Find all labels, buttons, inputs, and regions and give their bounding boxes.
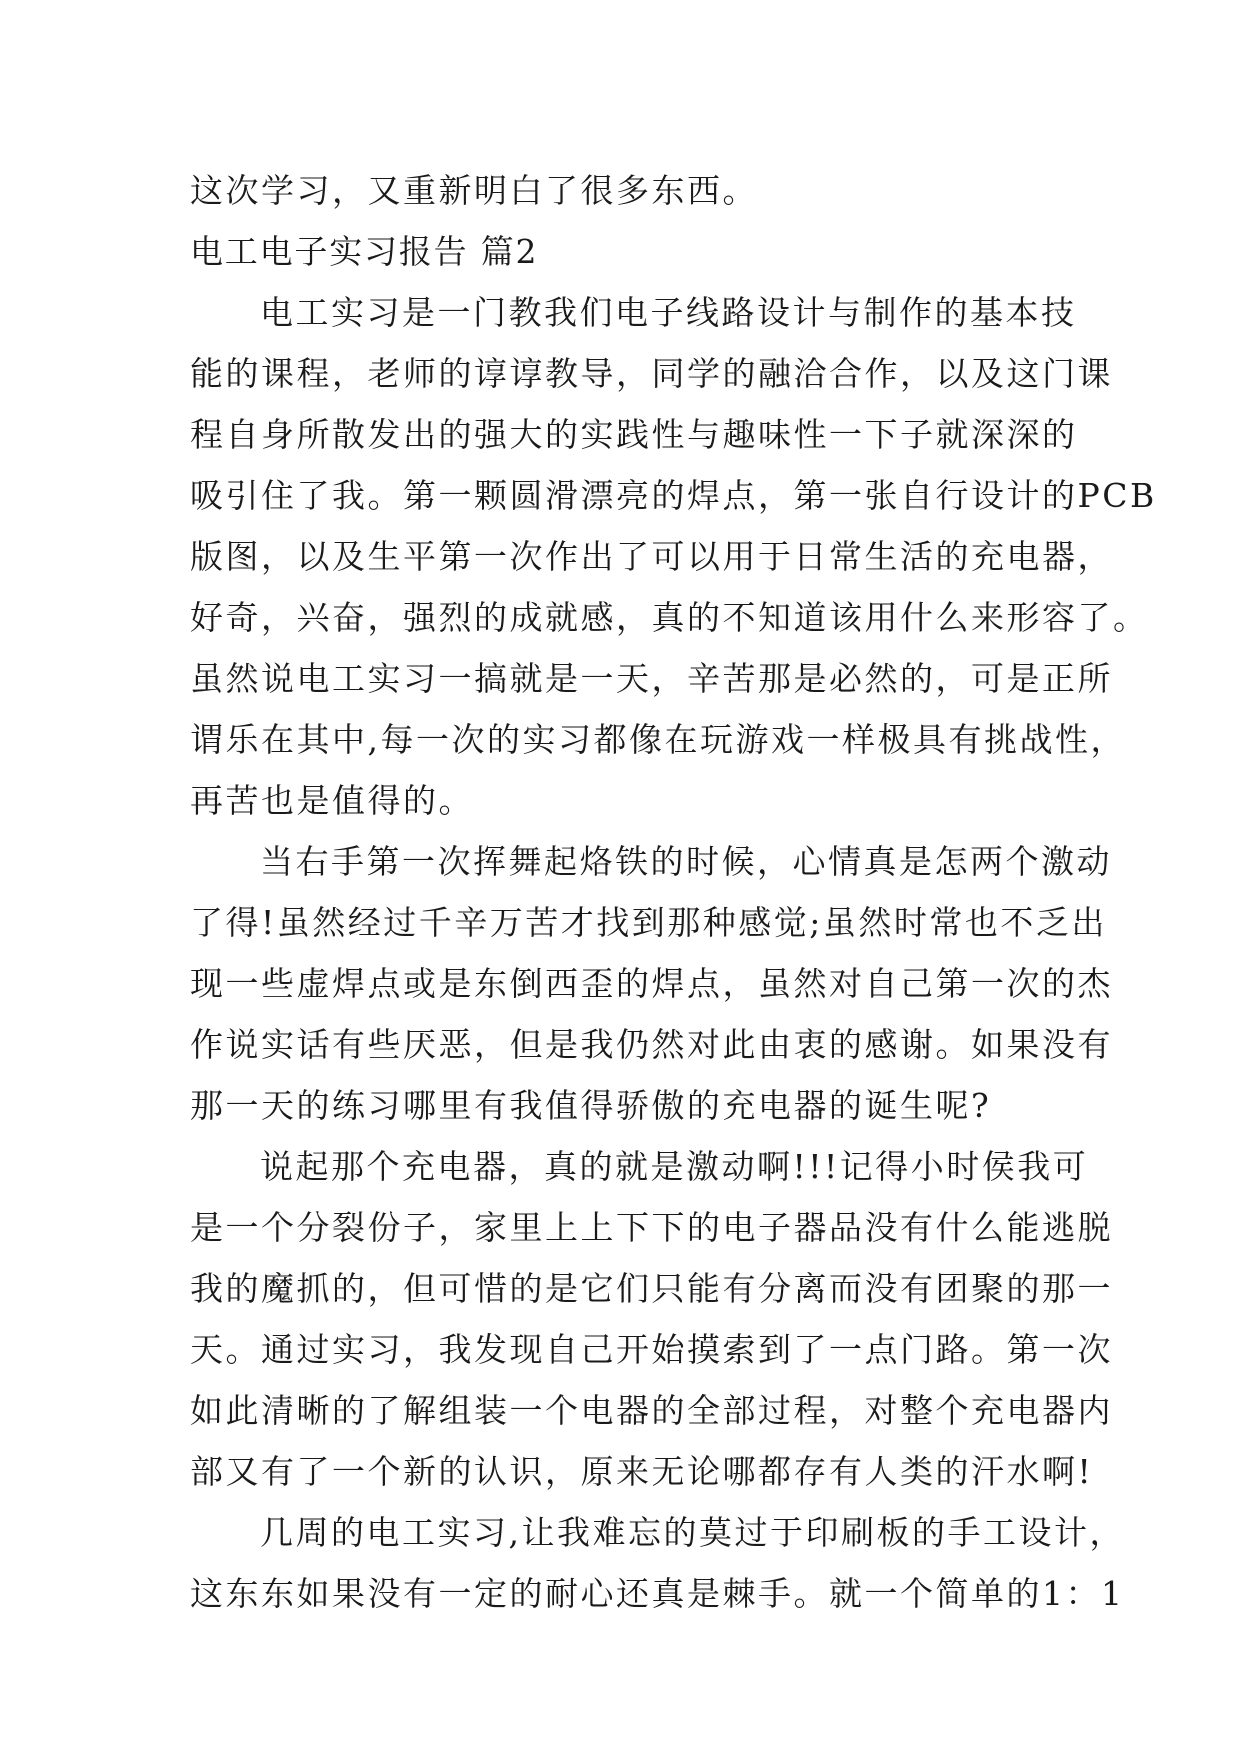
text-line: 那一天的练习哪里有我值得骄傲的充电器的诞生呢? bbox=[190, 1086, 992, 1125]
text-line: 电工实习是一门教我们电子线路设计与制作的基本技 bbox=[260, 293, 1077, 332]
text-line: 了得!虽然经过千辛万苦才找到那种感觉;虽然时常也不乏出 bbox=[190, 903, 1107, 942]
text-line: 吸引住了我。第一颗圆滑漂亮的焊点，第一张自行设计的PCB bbox=[190, 476, 1157, 515]
text-line: 程自身所散发出的强大的实践性与趣味性一下子就深深的 bbox=[190, 415, 1078, 454]
text-line: 谓乐在其中,每一次的实习都像在玩游戏一样极具有挑战性， bbox=[190, 720, 1126, 759]
text-line: 现一些虚焊点或是东倒西歪的焊点，虽然对自己第一次的杰 bbox=[190, 964, 1113, 1003]
text-line: 天。通过实习，我发现自己开始摸索到了一点门路。第一次 bbox=[190, 1330, 1113, 1369]
text-line: 这东东如果没有一定的耐心还真是棘手。就一个简单的1：1 bbox=[190, 1574, 1125, 1613]
text-line: 好奇，兴奋，强烈的成就感，真的不知道该用什么来形容了。 bbox=[190, 598, 1149, 637]
text-line: 说起那个充电器，真的就是激动啊!!!记得小时侯我可 bbox=[260, 1147, 1089, 1186]
text-line: 这次学习，又重新明白了很多东西。 bbox=[190, 171, 758, 210]
text-line: 是一个分裂份子，家里上上下下的电子器品没有什么能逃脱 bbox=[190, 1208, 1113, 1247]
text-line: 几周的电工实习,让我难忘的莫过于印刷板的手工设计， bbox=[260, 1513, 1125, 1552]
text-line: 当右手第一次挥舞起烙铁的时候，心情真是怎两个激动 bbox=[260, 842, 1112, 881]
text-line: 部又有了一个新的认识，原来无论哪都存有人类的汗水啊! bbox=[190, 1452, 1094, 1491]
section-heading: 电工电子实习报告 篇2 bbox=[190, 232, 539, 271]
text-line: 版图，以及生平第一次作出了可以用于日常生活的充电器， bbox=[190, 537, 1113, 576]
text-line: 如此清晰的了解组装一个电器的全部过程，对整个充电器内 bbox=[190, 1391, 1113, 1430]
text-line: 虽然说电工实习一搞就是一天，辛苦那是必然的，可是正所 bbox=[190, 659, 1113, 698]
text-line: 能的课程，老师的谆谆教导，同学的融洽合作，以及这门课 bbox=[190, 354, 1113, 393]
text-line: 作说实话有些厌恶，但是我仍然对此由衷的感谢。如果没有 bbox=[190, 1025, 1113, 1064]
text-line: 再苦也是值得的。 bbox=[190, 781, 474, 820]
report-body bbox=[190, 160, 1157, 1624]
text-line: 我的魔抓的，但可惜的是它们只能有分离而没有团聚的那一 bbox=[190, 1269, 1113, 1308]
